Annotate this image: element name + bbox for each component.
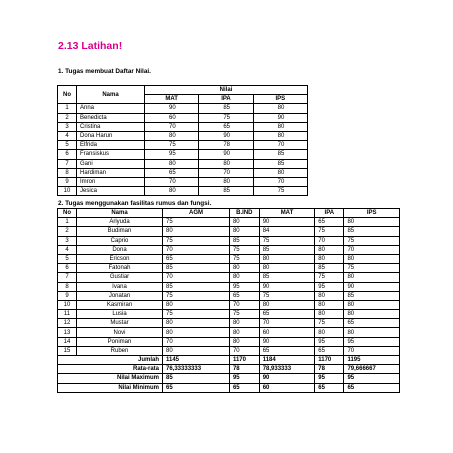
score-cell: 70: [253, 141, 307, 150]
score-cell: 75: [259, 236, 315, 245]
score-cell: 75: [253, 187, 307, 196]
score-cell: 80: [229, 328, 259, 337]
student-name: Budiman: [77, 227, 163, 236]
summary-value: 65: [229, 383, 259, 392]
table-row: [58, 254, 400, 263]
score-cell: 80: [229, 227, 259, 236]
student-name: Lusia: [77, 310, 163, 319]
score-cell: 70: [163, 337, 230, 346]
summary-value: 65: [163, 383, 230, 392]
score-cell: 95: [229, 282, 259, 291]
summary-row: [58, 383, 400, 392]
row-number: 5: [58, 254, 77, 263]
summary-value: 95: [229, 374, 259, 383]
summary-label: Jumlah: [58, 356, 163, 365]
score-cell: 70: [259, 319, 315, 328]
table-row: [58, 131, 308, 140]
score-cell: 80: [344, 310, 400, 319]
score-cell: 80: [315, 300, 344, 309]
table-row: [58, 245, 400, 254]
score-cell: 80: [163, 319, 230, 328]
score-cell: 85: [199, 187, 253, 196]
score-cell: 65: [199, 122, 253, 131]
score-cell: 85: [259, 273, 315, 282]
col-header-no: No: [58, 209, 77, 218]
summary-label: Rata-rata: [58, 365, 163, 374]
table-row: [58, 328, 400, 337]
student-name: Cristina: [77, 122, 145, 131]
row-number: 5: [58, 141, 77, 150]
score-cell: 75: [315, 227, 344, 236]
row-number: 3: [58, 236, 77, 245]
score-cell: 80: [253, 104, 307, 113]
score-cell: 80: [199, 159, 253, 168]
score-cell: 95: [145, 150, 199, 159]
score-cell: 80: [344, 218, 400, 227]
col-header-nama: Nama: [77, 209, 163, 218]
col-header-mat: MAT: [145, 95, 199, 104]
table-row: [58, 337, 400, 346]
summary-value: 65: [315, 383, 344, 392]
student-name: Ivana: [77, 282, 163, 291]
summary-value: 85: [163, 374, 230, 383]
summary-row: [58, 374, 400, 383]
student-name: Gustiar: [77, 273, 163, 282]
row-number: 6: [58, 264, 77, 273]
score-cell: 85: [315, 264, 344, 273]
row-number: 12: [58, 319, 77, 328]
summary-value: 95: [315, 374, 344, 383]
score-cell: 80: [315, 254, 344, 263]
col-header-bind: B.IND: [229, 209, 259, 218]
score-cell: 85: [229, 236, 259, 245]
table-row: [58, 168, 308, 177]
col-group-nilai: Nilai: [145, 86, 308, 95]
student-name: Dona: [77, 245, 163, 254]
score-cell: 90: [259, 282, 315, 291]
score-cell: 75: [315, 319, 344, 328]
table-row: [58, 310, 400, 319]
student-name: Jonatan: [77, 291, 163, 300]
score-cell: 80: [344, 328, 400, 337]
student-name: Imron: [77, 177, 145, 186]
summary-value: 78,933333: [259, 365, 315, 374]
table-row: [58, 104, 308, 113]
score-cell: 85: [344, 227, 400, 236]
student-name: Caprio: [77, 236, 163, 245]
student-name: Fatonah: [77, 264, 163, 273]
score-cell: 75: [315, 273, 344, 282]
score-cell: 75: [199, 113, 253, 122]
summary-value: 76,33333333: [163, 365, 230, 374]
score-cell: 75: [344, 264, 400, 273]
student-name: Dona Harun: [77, 131, 145, 140]
section2-heading: 2. Tugas menggunakan fasilitas rumus dan fungsi.: [58, 200, 212, 207]
score-cell: 85: [259, 245, 315, 254]
table-row: [58, 187, 308, 196]
table-row: [58, 273, 400, 282]
col-header-ipa: IPA: [199, 95, 253, 104]
score-cell: 80: [253, 168, 307, 177]
score-cell: 80: [163, 328, 230, 337]
row-number: 11: [58, 310, 77, 319]
score-cell: 75: [145, 141, 199, 150]
score-cell: 75: [259, 291, 315, 300]
row-number: 14: [58, 337, 77, 346]
score-cell: 65: [229, 291, 259, 300]
score-cell: 90: [253, 113, 307, 122]
score-cell: 65: [163, 254, 230, 263]
section1-heading: 1. Tugas membuat Daftar Nilai.: [58, 68, 151, 75]
col-header-ipa: IPA: [315, 209, 344, 218]
table-row: [58, 236, 400, 245]
score-cell: 70: [344, 346, 400, 355]
table-row: [58, 227, 400, 236]
score-cell: 60: [259, 328, 315, 337]
student-name: Ariyuda: [77, 218, 163, 227]
score-cell: 78: [199, 141, 253, 150]
score-cell: 80: [315, 291, 344, 300]
score-cell: 80: [344, 300, 400, 309]
summary-label: Nilai Maximum: [58, 374, 163, 383]
table-row: [58, 159, 308, 168]
summary-value: 1170: [315, 356, 344, 365]
score-cell: 80: [315, 328, 344, 337]
summary-value: 78: [229, 365, 259, 374]
score-cell: 80: [315, 310, 344, 319]
score-cell: 80: [253, 131, 307, 140]
col-header-ips: IPS: [344, 209, 400, 218]
table-row: [58, 141, 308, 150]
score-cell: 80: [344, 254, 400, 263]
row-number: 1: [58, 218, 77, 227]
col-header-no: No: [58, 86, 77, 104]
score-cell: 70: [253, 177, 307, 186]
score-cell: 65: [145, 168, 199, 177]
summary-row: [58, 365, 400, 374]
row-number: 9: [58, 291, 77, 300]
score-cell: 70: [344, 245, 400, 254]
summary-value: 1184: [259, 356, 315, 365]
row-number: 2: [58, 227, 77, 236]
score-cell: 80: [229, 264, 259, 273]
score-cell: 80: [145, 187, 199, 196]
formula-grade-table: [57, 208, 400, 393]
score-cell: 95: [315, 282, 344, 291]
score-cell: 90: [259, 218, 315, 227]
score-cell: 60: [145, 113, 199, 122]
summary-label: Nilai Minimum: [58, 383, 163, 392]
score-cell: 85: [344, 291, 400, 300]
score-cell: 75: [163, 291, 230, 300]
row-number: 10: [58, 300, 77, 309]
score-cell: 80: [145, 159, 199, 168]
score-cell: 75: [163, 218, 230, 227]
score-cell: 85: [253, 150, 307, 159]
table-row: [58, 319, 400, 328]
score-cell: 75: [163, 236, 230, 245]
score-cell: 80: [259, 264, 315, 273]
score-cell: 80: [163, 227, 230, 236]
summary-value: 79,666667: [344, 365, 400, 374]
student-name: Gani: [77, 159, 145, 168]
score-cell: 80: [253, 122, 307, 131]
table-row: [58, 150, 308, 159]
summary-value: 1145: [163, 356, 230, 365]
score-cell: 70: [229, 346, 259, 355]
student-name: Poniman: [77, 337, 163, 346]
score-cell: 75: [163, 310, 230, 319]
row-number: 6: [58, 150, 77, 159]
score-cell: 70: [145, 122, 199, 131]
score-cell: 70: [163, 245, 230, 254]
summary-value: 1170: [229, 356, 259, 365]
score-cell: 65: [259, 310, 315, 319]
score-cell: 70: [229, 300, 259, 309]
row-number: 3: [58, 122, 77, 131]
table-row: [58, 291, 400, 300]
student-name: Anna: [77, 104, 145, 113]
student-name: Fransiskus: [77, 150, 145, 159]
score-cell: 70: [163, 273, 230, 282]
score-cell: 70: [145, 177, 199, 186]
score-cell: 80: [344, 273, 400, 282]
row-number: 10: [58, 187, 77, 196]
score-cell: 95: [344, 337, 400, 346]
table-row: [58, 300, 400, 309]
table-row: [58, 177, 308, 186]
score-cell: 84: [259, 227, 315, 236]
score-cell: 75: [229, 310, 259, 319]
summary-value: 90: [259, 374, 315, 383]
score-cell: 80: [229, 337, 259, 346]
score-cell: 65: [315, 218, 344, 227]
score-cell: 65: [344, 319, 400, 328]
table-row: [58, 113, 308, 122]
table-row: [58, 282, 400, 291]
grade-list-table: [57, 85, 308, 196]
student-name: Ruben: [77, 346, 163, 355]
student-name: Novi: [77, 328, 163, 337]
score-cell: 85: [199, 104, 253, 113]
score-cell: 80: [229, 273, 259, 282]
score-cell: 95: [315, 337, 344, 346]
score-cell: 90: [199, 131, 253, 140]
score-cell: 70: [199, 168, 253, 177]
score-cell: 80: [163, 346, 230, 355]
col-header-ips: IPS: [253, 95, 307, 104]
score-cell: 80: [229, 319, 259, 328]
table-row: [58, 346, 400, 355]
col-header-name: Nama: [77, 86, 145, 104]
score-cell: 65: [315, 346, 344, 355]
row-number: 2: [58, 113, 77, 122]
score-cell: 80: [259, 300, 315, 309]
student-name: Elfrida: [77, 141, 145, 150]
row-number: 1: [58, 104, 77, 113]
summary-value: 65: [344, 383, 400, 392]
row-number: 8: [58, 282, 77, 291]
score-cell: 80: [199, 177, 253, 186]
row-number: 4: [58, 131, 77, 140]
score-cell: 75: [229, 254, 259, 263]
score-cell: 80: [315, 245, 344, 254]
student-name: Ericson: [77, 254, 163, 263]
row-number: 8: [58, 168, 77, 177]
summary-row: [58, 356, 400, 365]
col-header-agm: AGM: [163, 209, 230, 218]
row-number: 4: [58, 245, 77, 254]
table-row: [58, 122, 308, 131]
score-cell: 75: [229, 245, 259, 254]
summary-value: 95: [344, 374, 400, 383]
student-name: Hardiman: [77, 168, 145, 177]
row-number: 9: [58, 177, 77, 186]
score-cell: 90: [199, 150, 253, 159]
col-header-mat: MAT: [259, 209, 315, 218]
row-number: 7: [58, 273, 77, 282]
table-row: [58, 264, 400, 273]
score-cell: 90: [145, 104, 199, 113]
score-cell: 90: [259, 337, 315, 346]
score-cell: 80: [259, 254, 315, 263]
summary-value: 1195: [344, 356, 400, 365]
student-name: Jesica: [77, 187, 145, 196]
table-row: [58, 218, 400, 227]
score-cell: 90: [344, 282, 400, 291]
summary-value: 78: [315, 365, 344, 374]
score-cell: 80: [163, 300, 230, 309]
score-cell: 80: [229, 218, 259, 227]
student-name: Benedicta: [77, 113, 145, 122]
score-cell: 85: [163, 264, 230, 273]
score-cell: 65: [259, 346, 315, 355]
row-number: 15: [58, 346, 77, 355]
row-number: 7: [58, 159, 77, 168]
page-title: 2.13 Latihan!: [58, 40, 123, 52]
student-name: Mustar: [77, 319, 163, 328]
student-name: Kasmiran: [77, 300, 163, 309]
score-cell: 85: [253, 159, 307, 168]
score-cell: 80: [145, 131, 199, 140]
summary-value: 60: [259, 383, 315, 392]
score-cell: 75: [344, 236, 400, 245]
row-number: 13: [58, 328, 77, 337]
score-cell: 85: [163, 282, 230, 291]
score-cell: 70: [315, 236, 344, 245]
